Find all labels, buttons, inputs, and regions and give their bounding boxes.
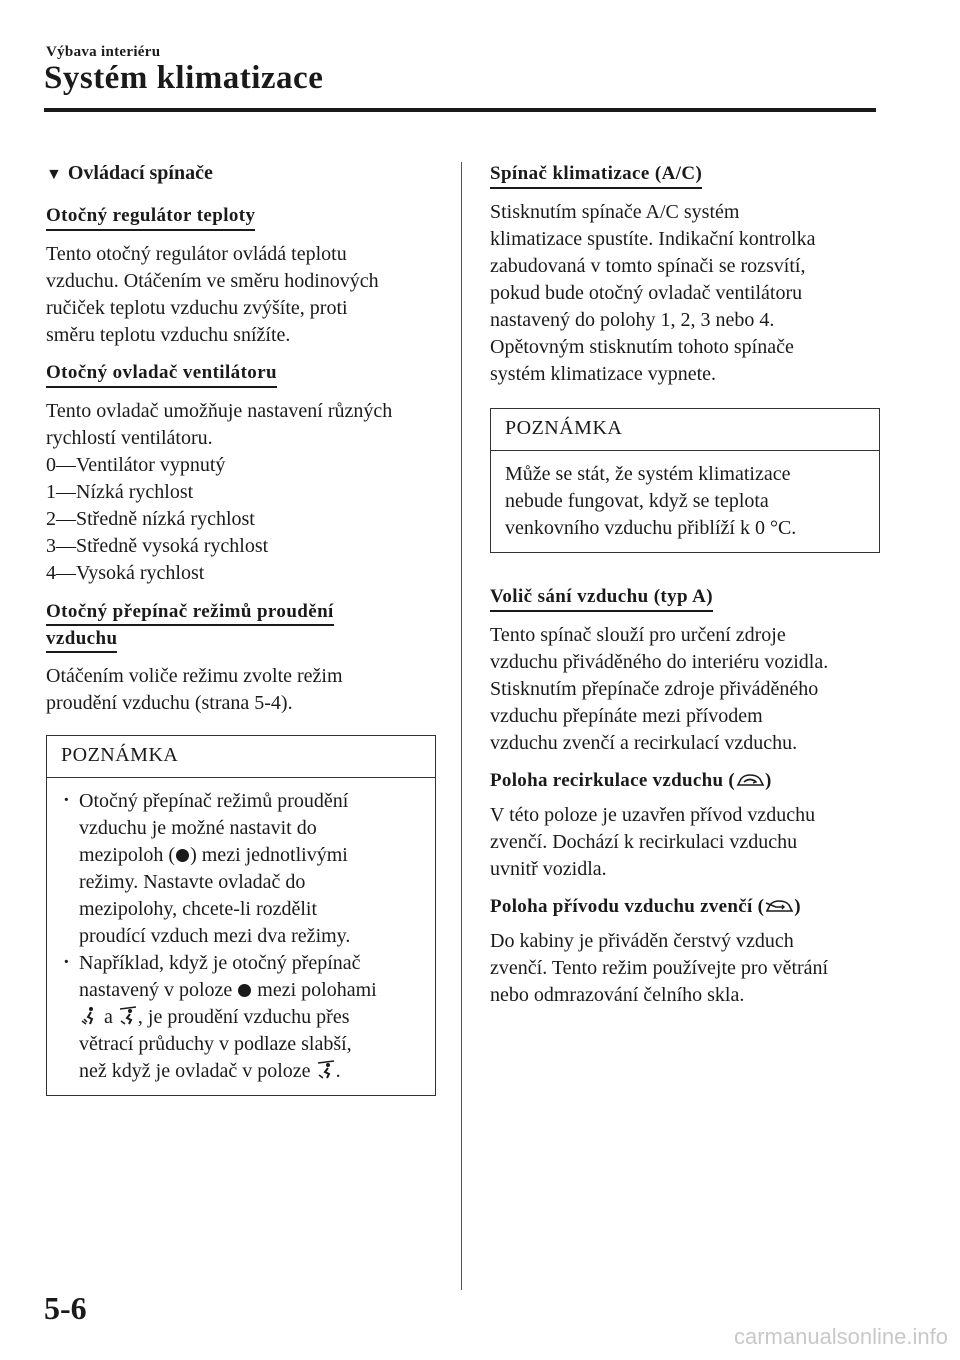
intake-heading: Volič sání vzduchu (typ A) [490,584,713,612]
section-heading-text: Ovládací spínače [67,162,213,184]
note-box-left [46,735,436,1096]
fan-level-4: 4—Vysoká rychlost [46,562,205,584]
intermediate-position-dot-icon [176,849,189,862]
temp-text: Tento otočný regulátor ovládá teplotu vzduchu. Otáčením ve směru hodinových ručiček teplotu vzduchu zvýšíte, proti směru teplotu vzduchu snížíte. [46,243,379,346]
watermark: carmanualsonline.info [733,1324,948,1349]
outside-air-heading [490,893,880,920]
note-bullet-2-text-c: a [99,1006,118,1028]
title-rule [44,108,876,112]
intake-text: Tento spínač slouží pro určení zdroje vzduchu přiváděného do interiéru vozidla. Stisknutím přepínače zdroje přiváděného vzduchu přepínáte mezi přívodem vzduchu zvenčí a recirkulací vzduchu. [490,624,829,754]
floor-defrost-mode-icon [118,1006,138,1026]
note-box-right [490,408,880,553]
note-bullet-1 [61,788,421,950]
intermediate-position-dot-icon [238,984,251,997]
outside-air-car-icon [764,898,794,914]
recirculation-car-icon [735,772,765,788]
ac-heading: Spínač klimatizace (A/C) [490,161,702,189]
outside-air-heading-text: Poloha přívodu vzduchu zvenčí ( [490,896,765,917]
temp-heading: Otočný regulátor teploty [46,203,255,231]
note-bullet-2-text-a: Například, když je otočný přepínač nastavený v poloze [79,952,361,1001]
floor-mode-icon [79,1006,99,1026]
mode-text: Otáčením voliče režimu zvolte režim proudění vzduchu (strana 5-4). [46,665,343,714]
ac-text: Stisknutím spínače A/C systém klimatizace spustíte. Indikační kontrolka zabudovaná v tomto spínači se rozsvítí, pokud bude otočný ovladač ventilátoru nastavený do polohy 1, 2, 3 nebo 4. Opětovným stisknutím tohoto spínače systém klimatizace vypnete. [490,201,816,385]
note-body: Může se stát, že systém klimatizace nebude fungovat, když se teplota venkovního vzduchu přiblíží k 0 °C. [505,463,797,539]
page-title: Systém klimatizace [44,60,324,96]
outside-air-text: Do kabiny je přiváděn čerstvý vzduch zvenčí. Tento režim používejte pro větrání nebo odmrazování čelního skla. [490,930,829,1006]
fan-text: Tento ovladač umožňuje nastavení různých rychlostí ventilátoru. [46,400,393,449]
mode-heading-line1: Otočný přepínač režimů proudění [46,599,334,626]
note-bullet-2-text-b: mezi polohami [257,979,377,1001]
recirc-heading-text: Poloha recirkulace vzduchu ( [490,770,736,791]
triangle-down-icon: ▼ [46,166,62,183]
section-heading [46,160,436,188]
recirc-heading [490,767,880,794]
right-column [490,160,880,1019]
recirc-heading-close: ) [765,770,772,791]
mode-heading [46,599,334,653]
note-title: POZNÁMKA [47,736,435,778]
note-title: POZNÁMKA [491,409,879,451]
fan-level-0: 0—Ventilátor vypnutý [46,454,226,476]
recirc-text: V této poloze je uzavřen přívod vzduchu zvenčí. Dochází k recirkulaci vzduchu uvnitř vozidla. [490,804,816,880]
floor-mode-icon [316,1060,336,1080]
page-number: 5-6 [44,1290,87,1326]
fan-heading: Otočný ovladač ventilátoru [46,360,277,388]
note-bullet-1-text-b: ) mezi jednotlivými režimy. Nastavte ovladač do mezipolohy, chcete-li rozdělit proudící vzduch mezi dva režimy. [79,844,351,947]
note-bullet-2-text-d: , je proudění vzduchu přes větrací průduchy v podlaze slabší, než když je ovladač v poloze [79,1006,352,1082]
fan-level-1: 1—Nízká rychlost [46,481,194,503]
note-bullet-1-text-a: Otočný přepínač režimů proudění vzduchu je možné nastavit do mezipoloh ( [79,790,349,866]
breadcrumb: Výbava interiéru [46,44,161,60]
fan-level-2: 2—Středně nízká rychlost [46,508,255,530]
outside-air-heading-close: ) [794,896,801,917]
note-bullet-2 [61,950,421,1085]
mode-heading-line2: vzduchu [46,626,117,653]
fan-level-3: 3—Středně vysoká rychlost [46,535,269,557]
note-body [47,778,435,1095]
note-bullet-2-text-e: . [335,1060,341,1082]
left-column [46,160,436,1114]
fan-levels-list [46,452,436,587]
column-divider [461,162,462,1290]
